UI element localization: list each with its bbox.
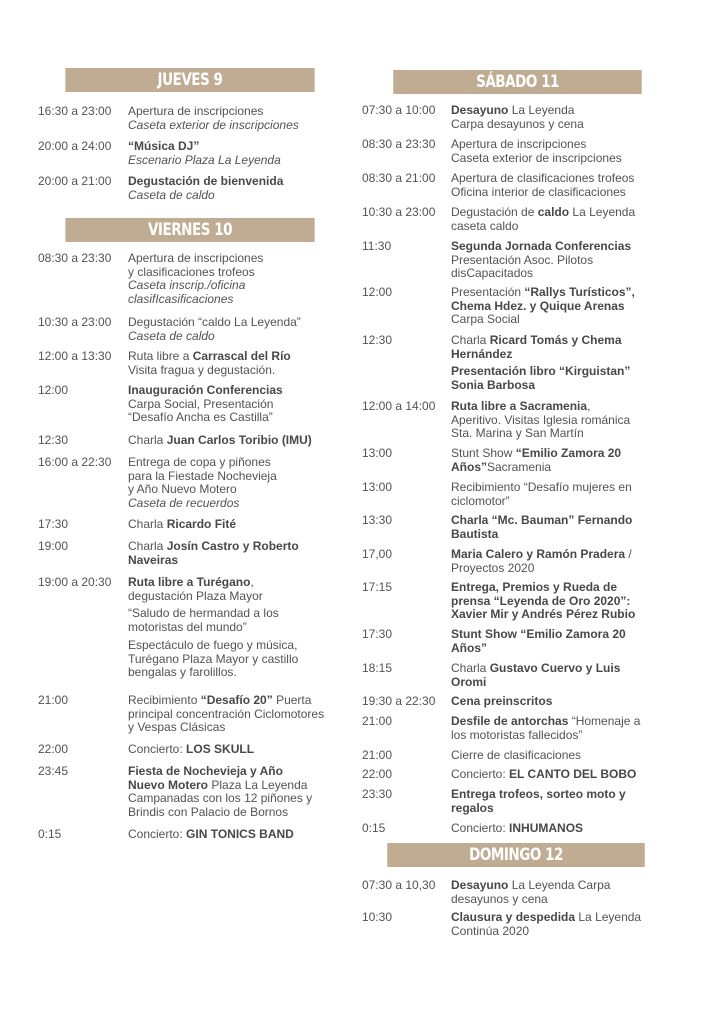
entry-time: 23:30 — [362, 787, 393, 801]
entry-description — [451, 715, 677, 742]
entry-description — [451, 138, 677, 165]
description-line — [451, 481, 677, 495]
description-line — [451, 925, 677, 939]
entry-description — [128, 743, 348, 757]
description-line — [451, 911, 677, 925]
day-header-viernes-10: VIERNES 10 — [65, 218, 314, 242]
text-segment: caseta caldo — [451, 218, 519, 233]
entry-description — [451, 628, 677, 655]
description-line — [451, 414, 677, 428]
entry-time: 0:15 — [362, 821, 386, 835]
text-segment: Charla — [128, 433, 167, 447]
text-segment: Carpa Social — [451, 312, 520, 327]
entry-time: 17:15 — [362, 580, 393, 594]
text-segment: principal concentración Ciclomotores — [128, 706, 325, 721]
entry-time: 22:00 — [362, 767, 393, 781]
description-line — [451, 348, 677, 362]
description-line — [451, 581, 677, 595]
text-segment: EL CANTO DEL BOBO — [509, 767, 637, 781]
description-line — [451, 186, 677, 200]
description-line — [451, 802, 677, 816]
entry-time: 17,00 — [362, 547, 393, 561]
entry-time: 12:00 a 13:30 — [38, 349, 112, 363]
text-segment: Inauguración Conferencias — [128, 383, 283, 397]
text-segment: Nuevo Motero — [128, 777, 209, 792]
text-segment: caldo — [537, 205, 570, 219]
entry-time: 12:00 — [38, 383, 69, 397]
description-line — [128, 456, 348, 470]
text-segment: “Emilio Zamora 20 — [515, 446, 622, 460]
text-segment: degustación Plaza Mayor — [128, 588, 263, 603]
entry-description — [451, 286, 677, 327]
entry-time: 13:00 — [362, 446, 393, 460]
description-line — [128, 653, 348, 667]
description-line — [451, 676, 677, 690]
description-line — [451, 379, 677, 393]
entry-time: 19:00 a 20:30 — [38, 575, 112, 589]
text-segment: Recibimiento — [128, 693, 201, 707]
text-segment: prensa “Leyenda de Oro 2020”: — [451, 593, 631, 608]
text-segment: clasifIcasificaciones — [128, 292, 234, 307]
entry-time: 13:30 — [362, 513, 393, 527]
text-segment: Degustación de — [451, 205, 538, 219]
entry-description — [128, 456, 348, 511]
text-segment: Presentación libro “Kirguistan” — [451, 364, 631, 379]
text-segment: Ruta libre a Sacramenia — [451, 399, 588, 413]
description-line — [128, 434, 348, 448]
text-segment: Sacramenia — [487, 459, 552, 474]
text-segment: Ruta libre a — [128, 349, 193, 363]
text-segment: desayunos y cena — [451, 891, 548, 906]
description-line — [128, 483, 348, 497]
entry-time: 12:00 — [362, 285, 393, 299]
text-segment: Concierto: — [451, 767, 510, 781]
text-segment: , — [587, 399, 591, 413]
text-segment: “Música DJ” — [128, 139, 200, 153]
entry-time: 10:30 — [362, 910, 393, 924]
text-segment: Degustación de bienvenida — [128, 174, 284, 188]
text-segment: Carrascal del Río — [192, 349, 291, 363]
entry-time: 21:00 — [38, 693, 69, 707]
text-segment: GIN TONICS BAND — [186, 827, 294, 841]
text-segment: los motoristas fallecidos” — [451, 727, 583, 742]
description-line — [451, 729, 677, 743]
description-line — [128, 708, 348, 722]
description-line — [128, 189, 348, 203]
description-line — [128, 721, 348, 735]
entry-description — [128, 694, 348, 735]
entry-time: 20:00 a 24:00 — [38, 139, 112, 153]
text-segment: Carpa Social, Presentación — [128, 396, 274, 411]
entry-time: 12:30 — [362, 333, 393, 347]
description-line — [128, 607, 348, 621]
description-line — [128, 765, 348, 779]
text-segment: Charla “Mc. Bauman” Fernando — [451, 513, 633, 527]
text-segment: Entrega, Premios y Rueda de — [451, 580, 618, 594]
entry-description — [451, 172, 677, 199]
description-line — [451, 695, 677, 709]
day-header-sabado-11: SÁBADO 11 — [393, 70, 641, 94]
description-line — [451, 528, 677, 542]
text-segment: Hernández — [451, 346, 513, 361]
description-line — [128, 792, 348, 806]
description-line — [451, 822, 677, 836]
text-segment: Caseta exterior de inscripciones — [128, 117, 299, 132]
text-segment: La Leyenda — [575, 910, 642, 924]
entry-description — [128, 140, 348, 167]
entry-description — [128, 105, 348, 132]
text-segment: bengalas y farolillos. — [128, 665, 237, 680]
text-segment: “Rallys Turísticos”, — [524, 285, 635, 299]
entry-time: 19:30 a 22:30 — [362, 694, 436, 708]
entry-description — [451, 768, 677, 782]
description-line — [451, 662, 677, 676]
description-line — [128, 497, 348, 511]
description-line — [451, 768, 677, 782]
entry-description — [451, 240, 677, 281]
entry-description — [451, 822, 677, 836]
description-line — [451, 447, 677, 461]
description-line — [451, 104, 677, 118]
description-line — [451, 562, 677, 576]
entry-time: 08:30 a 23:30 — [362, 137, 436, 151]
entry-time: 08:30 a 23:30 — [38, 251, 112, 265]
text-segment: Xavier Mir y Andrés Pérez Rubio — [451, 607, 636, 622]
entry-time: 21:00 — [362, 748, 393, 762]
text-segment: INHUMANOS — [509, 821, 584, 835]
text-segment: Desayuno — [451, 878, 509, 892]
entry-description — [451, 788, 677, 815]
text-segment: Charla — [128, 517, 167, 531]
text-segment: Escenario Plaza La Leyenda — [128, 152, 281, 167]
description-line — [128, 694, 348, 708]
entry-time: 19:00 — [38, 539, 69, 553]
entry-time: 11:30 — [362, 239, 392, 253]
description-line — [451, 495, 677, 509]
text-segment: Apertura de clasificaciones trofeos — [451, 171, 635, 185]
text-segment: Oficina interior de clasificaciones — [451, 184, 626, 199]
text-segment: Ruta libre a Turégano — [128, 575, 251, 589]
text-segment: Cena preinscritos — [451, 694, 553, 708]
description-line — [128, 154, 348, 168]
entry-description — [451, 481, 677, 508]
description-line — [451, 427, 677, 441]
text-segment: Concierto: — [128, 742, 187, 756]
text-segment: La Leyenda Carpa — [508, 878, 611, 892]
description-line — [451, 628, 677, 642]
entry-description — [128, 384, 348, 425]
description-line — [128, 316, 348, 330]
text-segment: Bautista — [451, 526, 499, 541]
entry-time: 16:30 a 23:00 — [38, 104, 112, 118]
text-segment: Presentación — [451, 285, 525, 299]
entry-time: 07:30 a 10:00 — [362, 103, 436, 117]
text-segment: Stunt Show — [451, 446, 516, 460]
text-segment: Caseta exterior de inscripciones — [451, 150, 622, 165]
description-line — [451, 313, 677, 327]
text-segment: Sonia Barbosa — [451, 378, 536, 393]
description-line — [128, 398, 348, 412]
text-segment: para la Fiestade Nochevieja — [128, 468, 277, 483]
entry-time: 08:30 a 21:00 — [362, 171, 436, 185]
day-header-domingo-12: DOMINGO 12 — [387, 843, 644, 867]
text-segment: Turégano Plaza Mayor y castillo — [128, 651, 299, 666]
text-segment: motoristas del mundo” — [128, 620, 247, 635]
description-line — [128, 518, 348, 532]
entry-description — [451, 662, 677, 689]
entry-time: 22:00 — [38, 742, 69, 756]
text-segment: La Leyenda — [508, 103, 575, 117]
description-line — [128, 540, 348, 554]
text-segment: Oromi — [451, 674, 487, 689]
text-segment: Apertura de inscripciones — [451, 137, 587, 151]
description-line — [451, 400, 677, 414]
description-line — [451, 365, 677, 379]
text-segment: Años” — [451, 640, 487, 655]
description-line — [451, 642, 677, 656]
description-line — [128, 590, 348, 604]
entry-description — [128, 540, 348, 567]
entry-description — [128, 434, 348, 448]
description-line — [128, 743, 348, 757]
text-segment: Segunda Jornada Conferencias — [451, 239, 632, 253]
text-segment: Desayuno — [451, 103, 509, 117]
text-segment: Aperitivo. Visitas Iglesia románica — [451, 412, 631, 427]
text-segment: Puerta — [272, 693, 312, 707]
description-line — [451, 461, 677, 475]
description-line — [451, 300, 677, 314]
text-segment: Presentación Asoc. Pilotos — [451, 252, 594, 267]
text-segment: / — [625, 547, 632, 561]
description-line — [128, 779, 348, 793]
entry-time: 16:00 a 22:30 — [38, 455, 112, 469]
entry-description — [128, 350, 348, 377]
text-segment: “Saludo de hermandad a los — [128, 606, 279, 621]
description-line — [451, 595, 677, 609]
description-line — [451, 118, 677, 132]
description-line — [128, 293, 348, 307]
text-segment: Caseta inscrip./oficina — [128, 278, 246, 293]
text-segment: ciclomotor” — [451, 493, 510, 508]
description-line — [128, 576, 348, 590]
description-line — [128, 350, 348, 364]
text-segment: “Desafío 20” — [200, 693, 273, 707]
description-line — [128, 470, 348, 484]
text-segment: Degustación “caldo La Leyenda” — [128, 315, 301, 329]
text-segment: Maria Calero y Ramón Pradera — [451, 547, 626, 561]
text-segment: LOS SKULL — [186, 742, 255, 756]
entry-description — [451, 400, 677, 441]
entry-description — [451, 334, 677, 393]
description-line — [128, 266, 348, 280]
text-segment: La Leyenda — [569, 205, 636, 219]
day-header-jueves-9: JUEVES 9 — [65, 68, 314, 92]
entry-description — [128, 576, 348, 680]
entry-description — [451, 514, 677, 541]
text-segment: Desfile de antorchas — [451, 714, 569, 728]
text-segment: Gustavo Cuervo y Luis — [489, 661, 621, 675]
text-segment: Charla — [128, 539, 167, 553]
description-line — [451, 220, 677, 234]
entry-time: 17:30 — [38, 517, 69, 531]
description-line — [128, 554, 348, 568]
text-segment: y clasificaciones trofeos — [128, 264, 255, 279]
text-segment: Stunt Show “Emilio Zamora 20 — [451, 627, 626, 641]
entry-description — [451, 749, 677, 763]
text-segment: Plaza La Leyenda — [208, 777, 308, 792]
text-segment: , — [250, 575, 254, 589]
entry-description — [451, 104, 677, 131]
text-segment: Chema Hdez. y Quique Arenas — [451, 298, 625, 313]
entry-time: 21:00 — [362, 714, 393, 728]
description-line — [128, 806, 348, 820]
entry-time: 07:30 a 10,30 — [362, 878, 436, 892]
text-segment: Naveiras — [128, 552, 179, 567]
text-segment: “Desafío Ancha es Castilla” — [128, 410, 273, 425]
description-line — [128, 621, 348, 635]
text-segment: Caseta de caldo — [128, 328, 215, 343]
text-segment: Clausura y despedida — [451, 910, 576, 924]
text-segment: Campanadas con los 12 piñones y — [128, 791, 313, 806]
text-segment: Apertura de inscripciones — [128, 104, 264, 118]
text-segment: Años” — [451, 459, 487, 474]
entry-time: 20:00 a 21:00 — [38, 174, 112, 188]
entry-time: 10:30 a 23:00 — [38, 315, 112, 329]
text-segment: Ricardo Fité — [166, 517, 237, 531]
description-line — [451, 334, 677, 348]
text-segment: Cierre de clasificaciones — [451, 748, 582, 762]
text-segment: Visita fragua y degustación. — [128, 362, 276, 377]
entry-time: 23:45 — [38, 764, 69, 778]
entry-time: 13:00 — [362, 480, 393, 494]
description-line — [128, 828, 348, 842]
description-line — [451, 152, 677, 166]
description-line — [451, 749, 677, 763]
text-segment: Apertura de inscripciones — [128, 251, 264, 265]
text-segment: Entrega de copa y piñones — [128, 455, 271, 469]
text-segment: Ricard Tomás y Chema — [489, 333, 622, 347]
entry-time: 10:30 a 23:00 — [362, 205, 436, 219]
description-line — [451, 206, 677, 220]
text-segment: Caseta de recuerdos — [128, 496, 240, 511]
description-line — [128, 411, 348, 425]
entry-time: 18:15 — [362, 661, 393, 675]
entry-description — [128, 828, 348, 842]
entry-description — [451, 911, 677, 938]
entry-description — [128, 252, 348, 307]
description-line — [451, 267, 677, 281]
description-line — [451, 548, 677, 562]
description-line — [128, 119, 348, 133]
entry-description — [128, 765, 348, 820]
description-line — [128, 279, 348, 293]
description-line — [451, 286, 677, 300]
text-segment: Fiesta de Nochevieja y Año — [128, 764, 283, 778]
entry-time: 12:00 a 14:00 — [362, 399, 436, 413]
text-segment: Espectáculo de fuego y música, — [128, 637, 298, 652]
text-segment: Concierto: — [128, 827, 187, 841]
text-segment: “Homenaje a — [568, 714, 641, 728]
entry-description — [128, 518, 348, 532]
text-segment: y Vespas Clásicas — [128, 720, 226, 735]
description-line — [128, 330, 348, 344]
description-line — [451, 514, 677, 528]
text-segment: Caseta de caldo — [128, 187, 215, 202]
text-segment: Charla — [451, 333, 490, 347]
text-segment: disCapacitados — [451, 266, 534, 281]
description-line — [451, 608, 677, 622]
description-line — [451, 715, 677, 729]
text-segment: Charla — [451, 661, 490, 675]
description-line — [451, 172, 677, 186]
entry-description — [451, 695, 677, 709]
text-segment: Sta. Marina y San Martín — [451, 426, 584, 441]
text-segment: Juan Carlos Toribio (IMU) — [166, 433, 312, 447]
description-line — [451, 254, 677, 268]
entry-description — [451, 879, 677, 906]
text-segment: Recibimiento “Desafío mujeres en — [451, 480, 632, 494]
text-segment: Concierto: — [451, 821, 510, 835]
text-segment: Proyectos 2020 — [451, 560, 535, 575]
entry-description — [451, 581, 677, 622]
description-line — [128, 384, 348, 398]
text-segment: Continúa 2020 — [451, 923, 530, 938]
description-line — [451, 138, 677, 152]
description-line — [451, 240, 677, 254]
description-line — [128, 364, 348, 378]
description-line — [451, 879, 677, 893]
text-segment: Carpa desayunos y cena — [451, 116, 584, 131]
entry-description — [451, 548, 677, 575]
text-segment: Brindis con Palacio de Bornos — [128, 805, 289, 820]
description-line — [128, 252, 348, 266]
entry-description — [451, 447, 677, 474]
entry-time: 17:30 — [362, 627, 393, 641]
text-segment: Entrega trofeos, sorteo moto y — [451, 787, 626, 801]
description-line — [128, 105, 348, 119]
entry-time: 0:15 — [38, 827, 62, 841]
text-segment: y Año Nuevo Motero — [128, 482, 237, 497]
entry-description — [128, 175, 348, 202]
text-segment: regalos — [451, 800, 494, 815]
description-line — [128, 666, 348, 680]
entry-description — [451, 206, 677, 233]
description-line — [451, 788, 677, 802]
description-line — [451, 893, 677, 907]
entry-description — [128, 316, 348, 343]
description-line — [128, 140, 348, 154]
entry-time: 12:30 — [38, 433, 69, 447]
text-segment: Josín Castro y Roberto — [166, 539, 299, 553]
description-line — [128, 639, 348, 653]
description-line — [128, 175, 348, 189]
